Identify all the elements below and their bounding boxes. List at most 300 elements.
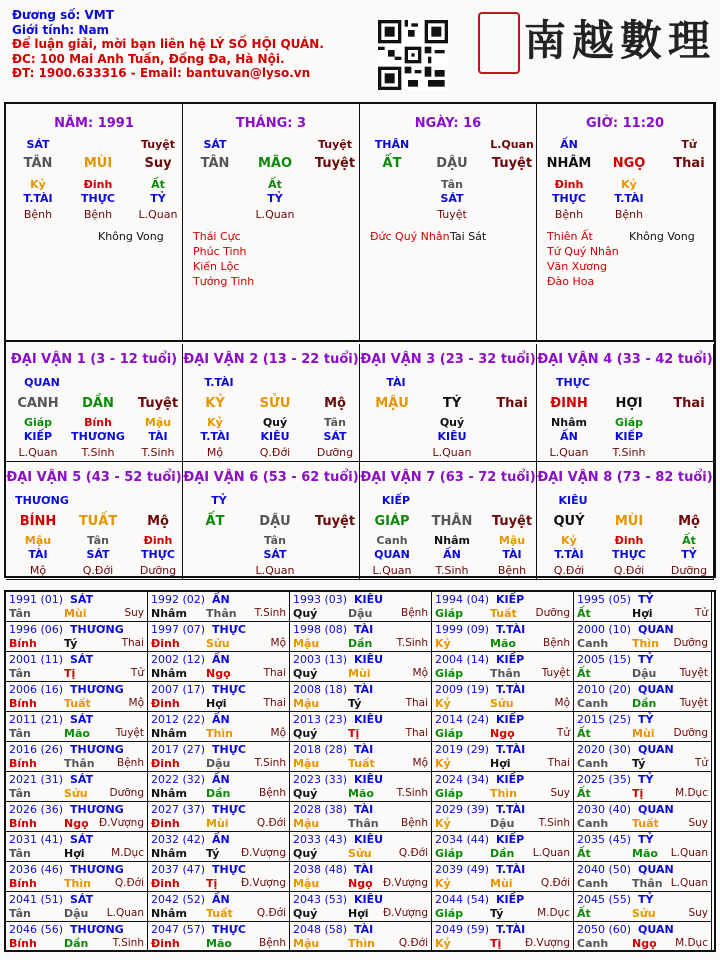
year-cell: [6, 802, 148, 832]
year-stem: Kỷ: [435, 937, 451, 950]
year-cell: [290, 742, 432, 772]
pillar-top: THÂN: [374, 138, 410, 151]
year-phase: L.Quan: [532, 847, 570, 859]
year-stem: Mậu: [293, 877, 320, 890]
year-god: QUAN: [638, 743, 674, 756]
year-label: 2008 (18): [293, 683, 348, 696]
year-phase: Dưỡng: [673, 637, 708, 649]
year-stem: Quý: [293, 607, 318, 620]
year-god: TÀI: [354, 863, 374, 876]
shen-sha-note: Kiến Lộc: [193, 260, 240, 273]
year-cell: [432, 772, 574, 802]
year-cell: [148, 712, 290, 742]
year-stem: Kỷ: [435, 757, 451, 770]
dai-van-phase: Dưỡng: [139, 564, 177, 577]
year-stem: Canh: [577, 817, 609, 830]
year-cell: [290, 922, 432, 952]
year-god: TỶ: [638, 893, 654, 906]
year-branch: Thìn: [490, 787, 517, 800]
year-stem: Giáp: [435, 907, 464, 920]
dai-van-stem-god: TÀI: [502, 548, 522, 561]
pillar-phase: L.Quan: [138, 208, 178, 221]
year-phase: Đ.Vượng: [240, 847, 286, 859]
shen-sha-note: Thiên Ất: [547, 230, 593, 243]
year-god: ẤN: [212, 653, 230, 666]
year-phase: Đ.Vượng: [240, 877, 286, 889]
year-god: T.TÀI: [496, 683, 526, 696]
year-branch: Tý: [490, 907, 504, 920]
pillar-main: TÂN: [23, 156, 53, 171]
year-label: 2047 (57): [151, 923, 206, 936]
dai-van-title: ĐẠI VẬN 7 (63 - 72 tuổi): [360, 470, 536, 485]
dai-van-title: ĐẠI VẬN 5 (43 - 52 tuổi): [6, 470, 182, 485]
dai-van-main: TÝ: [442, 396, 462, 411]
year-branch: Tị: [64, 667, 76, 680]
year-phase: Bệnh: [401, 607, 428, 619]
year-cell: [574, 712, 712, 742]
year-god: THƯƠNG: [70, 863, 124, 876]
year-branch: Mão: [348, 787, 374, 800]
pillar-stems: Ất: [268, 178, 282, 191]
year-stem: Đinh: [151, 697, 180, 710]
year-phase: Thai: [405, 697, 428, 709]
dai-van-stem-god: SÁT: [263, 548, 287, 561]
pillar-main: NGỌ: [612, 156, 646, 171]
year-label: 2048 (58): [293, 923, 348, 936]
year-label: 2037 (47): [151, 863, 206, 876]
pillar-main: MÃO: [257, 156, 293, 171]
pillar-phase: Bệnh: [614, 208, 644, 221]
dai-van-stem-god: T.TÀI: [200, 430, 230, 443]
year-god: KIÊU: [354, 653, 384, 666]
dai-van-4: [537, 344, 714, 462]
year-cell: [432, 652, 574, 682]
year-stem: Đinh: [151, 877, 180, 890]
dai-van-main: TUẤT: [78, 514, 118, 529]
year-label: 2031 (41): [9, 833, 64, 846]
pillar-3: [360, 104, 537, 342]
dai-van-stem: Tân: [264, 534, 286, 547]
dai-van-stem-god: TÀI: [148, 430, 168, 443]
dai-van-god: KIẾP: [381, 494, 411, 507]
year-label: 2012 (22): [151, 713, 206, 726]
pillar-phase: Bệnh: [23, 208, 53, 221]
year-cell: [6, 772, 148, 802]
year-label: 1998 (08): [293, 623, 348, 636]
year-cell: [6, 712, 148, 742]
dai-van-god: TÀI: [386, 376, 406, 389]
dai-van-god: KIÊU: [558, 494, 588, 507]
year-phase: T.Sinh: [396, 787, 428, 799]
pillar-phase: Bệnh: [554, 208, 584, 221]
qr-code-icon[interactable]: [378, 20, 448, 90]
year-phase: Tuyệt: [115, 727, 144, 739]
annual-luck-table: [4, 590, 716, 952]
year-stem: Đinh: [151, 637, 180, 650]
dai-van-main: KỶ: [205, 396, 225, 411]
dai-van-phase: Q.Đới: [553, 564, 585, 577]
dai-van-phase: Q.Đới: [82, 564, 114, 577]
year-branch: Sửu: [64, 787, 88, 800]
dai-van-main: Mộ: [147, 514, 169, 529]
dai-van-main: DẬU: [259, 514, 291, 529]
year-cell: [290, 892, 432, 922]
dai-van-title: ĐẠI VẬN 2 (13 - 22 tuổi): [183, 352, 359, 367]
dai-van-main: QUÝ: [553, 514, 585, 529]
year-branch: Sửu: [632, 907, 656, 920]
year-god: ẤN: [212, 713, 230, 726]
year-branch: Dần: [348, 637, 373, 650]
dai-van-stem: Ất: [682, 534, 696, 547]
year-cell: [432, 802, 574, 832]
year-phase: Tử: [694, 607, 708, 619]
year-branch: Dậu: [490, 817, 515, 830]
year-god: KIẾP: [496, 593, 525, 606]
shen-sha-note: Thái Cực: [193, 230, 241, 243]
year-phase: M.Dục: [537, 907, 570, 919]
year-cell: [574, 592, 712, 622]
year-phase: L.Quan: [670, 847, 708, 859]
year-cell: [6, 832, 148, 862]
dai-van-main: Mộ: [324, 396, 346, 411]
year-cell: [290, 652, 432, 682]
year-label: 2010 (20): [577, 683, 632, 696]
dai-van-title: ĐẠI VẬN 8 (73 - 82 tuổi): [537, 470, 713, 485]
year-god: TÀI: [354, 803, 374, 816]
year-branch: Thân: [206, 607, 237, 620]
year-label: 2017 (27): [151, 743, 206, 756]
year-stem: Tân: [9, 787, 31, 800]
year-phase: Q.Đới: [398, 847, 428, 859]
year-branch: Thân: [490, 667, 521, 680]
year-label: 2043 (53): [293, 893, 348, 906]
dai-van-main: Mộ: [678, 514, 700, 529]
dai-van-stem-god: THỰC: [612, 548, 646, 561]
year-label: 2042 (52): [151, 893, 206, 906]
year-label: 2024 (34): [435, 773, 490, 786]
year-branch: Sửu: [490, 697, 514, 710]
year-branch: Ngọ: [490, 727, 515, 740]
year-god: THƯƠNG: [70, 683, 124, 696]
year-branch: Ngọ: [348, 877, 373, 890]
year-stem: Tân: [9, 727, 31, 740]
year-phase: Đ.Vượng: [382, 877, 428, 889]
year-phase: Bệnh: [117, 757, 144, 769]
year-stem: Nhâm: [151, 727, 187, 740]
year-cell: [6, 922, 148, 952]
dai-van-main: DẦN: [82, 396, 114, 411]
year-phase: Mộ: [554, 697, 570, 709]
year-label: 2018 (28): [293, 743, 348, 756]
year-cell: [290, 772, 432, 802]
pillar-stems: Ất: [151, 178, 165, 191]
year-label: 2001 (11): [9, 653, 64, 666]
dai-van-phase: L.Quan: [255, 564, 295, 577]
year-cell: [148, 592, 290, 622]
year-stem: Mậu: [293, 697, 320, 710]
year-label: 2009 (19): [435, 683, 490, 696]
year-label: 2002 (12): [151, 653, 206, 666]
year-god: KIÊU: [354, 713, 384, 726]
year-branch: Dậu: [206, 757, 231, 770]
shen-sha-note: Đào Hoa: [547, 275, 595, 288]
year-phase: Bệnh: [259, 787, 286, 799]
year-stem: Quý: [293, 727, 318, 740]
pillar-stems: Đinh: [83, 178, 113, 191]
year-cell: [148, 682, 290, 712]
contact-line[interactable]: Để luận giải, mời bạn liên hệ LÝ SỐ HỘI QUÁN.: [12, 37, 324, 51]
dai-van-god: THƯƠNG: [15, 494, 69, 507]
year-god: SÁT: [70, 593, 94, 606]
year-cell: [290, 622, 432, 652]
year-phase: Mộ: [412, 667, 428, 679]
year-branch: Mão: [64, 727, 90, 740]
year-branch: Tý: [206, 847, 220, 860]
pillar-main: MÙI: [83, 156, 113, 171]
year-phase: M.Dục: [111, 847, 144, 859]
year-label: 2025 (35): [577, 773, 632, 786]
year-label: 2034 (44): [435, 833, 490, 846]
year-phase: T.Sinh: [112, 937, 144, 949]
year-god: TÀI: [354, 743, 374, 756]
year-label: 2014 (24): [435, 713, 490, 726]
year-god: KIÊU: [354, 833, 384, 846]
year-cell: [574, 862, 712, 892]
dai-van-stem: Đinh: [614, 534, 644, 547]
year-god: QUAN: [638, 683, 674, 696]
year-branch: Tuất: [490, 607, 517, 620]
pillar-2: [183, 104, 360, 342]
dai-van-main: CANH: [17, 396, 59, 411]
year-label: 2021 (31): [9, 773, 64, 786]
shen-sha-note: Văn Xương: [547, 260, 607, 273]
year-branch: Hợi: [348, 907, 369, 920]
year-stem: Ất: [577, 847, 591, 860]
shen-sha-note: Không Vong: [98, 230, 164, 243]
dai-van-stem: Quý: [262, 416, 288, 429]
pillar-main: DẬU: [436, 156, 468, 171]
dai-van-god: THỰC: [556, 376, 590, 389]
year-stem: Giáp: [435, 667, 464, 680]
year-label: 1992 (02): [151, 593, 206, 606]
pillar-title: GIỜ: 11:20: [586, 116, 664, 131]
year-cell: [432, 712, 574, 742]
year-stem: Mậu: [293, 637, 320, 650]
year-stem: Ất: [577, 607, 591, 620]
dai-van-main: THÂN: [431, 514, 473, 529]
brand-logo: 南越數理: [524, 16, 717, 65]
year-label: 2003 (13): [293, 653, 348, 666]
year-label: 2020 (30): [577, 743, 632, 756]
year-label: 1999 (09): [435, 623, 490, 636]
dai-van-god: TỶ: [211, 494, 227, 507]
year-cell: [148, 862, 290, 892]
year-stem: Đinh: [151, 757, 180, 770]
pillar-gods: T.TÀI: [614, 192, 644, 205]
year-god: ẤN: [212, 833, 230, 846]
year-branch: Sửu: [348, 847, 372, 860]
shen-sha-note: Tướng Tinh: [193, 275, 255, 288]
dai-van-stem: Quý: [439, 416, 465, 429]
year-phase: T.Sinh: [254, 607, 286, 619]
year-phase: L.Quan: [670, 877, 708, 889]
dai-van-stem-god: QUAN: [374, 548, 410, 561]
dai-van-stem: Giáp: [614, 416, 644, 429]
year-phase: L.Quan: [106, 907, 144, 919]
dai-van-phase: T.Sinh: [612, 446, 646, 459]
dai-van-stem-god: SÁT: [323, 430, 347, 443]
year-label: 1995 (05): [577, 593, 632, 606]
pillar-gods: THỰC: [552, 192, 586, 205]
year-branch: Tý: [348, 697, 362, 710]
dai-van-stem: Mậu: [144, 416, 172, 429]
dai-van-stem: Đinh: [143, 534, 173, 547]
pillar-title: NĂM: 1991: [54, 116, 134, 131]
gioi-tinh: Giới tính: Nam: [12, 22, 110, 37]
year-god: KIẾP: [496, 713, 525, 726]
year-stem: Tân: [9, 607, 31, 620]
phone-email[interactable]: ĐT: 1900.633316 - Email: bantuvan@lyso.vn: [12, 66, 311, 80]
year-stem: Ất: [577, 907, 591, 920]
year-cell: [574, 892, 712, 922]
pillar-gods: TỶ: [267, 192, 283, 205]
year-branch: Ngọ: [64, 817, 89, 830]
year-god: THỰC: [212, 863, 246, 876]
dai-van-stem: Mậu: [498, 534, 526, 547]
year-branch: Mão: [632, 847, 658, 860]
year-god: THỰC: [212, 923, 246, 936]
pillar-top: SÁT: [203, 138, 227, 151]
dai-van-1: [6, 344, 183, 462]
dai-van-stem-god: T.TÀI: [554, 548, 584, 561]
year-god: TÀI: [354, 623, 374, 636]
year-cell: [432, 832, 574, 862]
dai-van-phase: Dưỡng: [316, 446, 354, 459]
dai-van-main: Thai: [496, 396, 528, 411]
year-cell: [6, 862, 148, 892]
year-label: 2011 (21): [9, 713, 64, 726]
year-god: THỰC: [212, 743, 246, 756]
year-stem: Bính: [9, 697, 37, 710]
dai-van-stem-god: ẤN: [560, 430, 578, 443]
pillar-title: NGÀY: 16: [414, 116, 482, 131]
dai-van-phase: T.Sinh: [435, 564, 469, 577]
dai-van-stem: Tân: [324, 416, 346, 429]
year-god: T.TÀI: [496, 923, 526, 936]
year-stem: Tân: [9, 667, 31, 680]
year-god: KIẾP: [496, 773, 525, 786]
dai-van-6: [183, 462, 360, 580]
chart-grid: [4, 102, 716, 578]
dai-van-stem: Bính: [84, 416, 112, 429]
year-god: TỶ: [638, 833, 654, 846]
year-phase: Tuyệt: [679, 697, 708, 709]
year-label: 2023 (33): [293, 773, 348, 786]
year-branch: Dậu: [64, 907, 89, 920]
year-stem: Canh: [577, 937, 609, 950]
year-label: 1991 (01): [9, 593, 64, 606]
dai-van-stem-god: KIÊU: [260, 430, 290, 443]
year-cell: [148, 892, 290, 922]
year-phase: Mộ: [270, 637, 286, 649]
year-phase: T.Sinh: [538, 817, 570, 829]
year-phase: M.Dục: [675, 787, 708, 799]
year-god: QUAN: [638, 863, 674, 876]
year-branch: Thân: [632, 877, 663, 890]
year-god: SÁT: [70, 833, 94, 846]
year-stem: Kỷ: [435, 877, 451, 890]
year-god: KIÊU: [354, 893, 384, 906]
year-stem: Kỷ: [435, 817, 451, 830]
pillar-main: Tuyệt: [491, 156, 533, 171]
year-branch: Hợi: [64, 847, 85, 860]
pillar-top: Tuyệt: [317, 138, 352, 151]
year-stem: Nhâm: [151, 607, 187, 620]
year-cell: [432, 862, 574, 892]
year-stem: Mậu: [293, 937, 320, 950]
year-label: 2035 (45): [577, 833, 632, 846]
pillar-title: THÁNG: 3: [235, 116, 307, 131]
year-god: TỶ: [638, 653, 654, 666]
year-god: KIÊU: [354, 773, 384, 786]
year-stem: Quý: [293, 787, 318, 800]
year-phase: Đ.Vượng: [524, 937, 570, 949]
pillar-stems: Tân: [441, 178, 463, 191]
year-branch: Tý: [64, 637, 78, 650]
dai-van-phase: T.Sinh: [141, 446, 175, 459]
year-stem: Tân: [9, 907, 31, 920]
year-phase: Suy: [688, 907, 708, 919]
header-info: [12, 8, 372, 81]
year-phase: T.Sinh: [396, 637, 428, 649]
year-label: 2039 (49): [435, 863, 490, 876]
year-phase: Q.Đới: [540, 877, 570, 889]
year-stem: Canh: [577, 697, 609, 710]
year-phase: Suy: [688, 817, 708, 829]
year-branch: Dần: [632, 697, 657, 710]
dai-van-phase: Dưỡng: [670, 564, 708, 577]
year-label: 2028 (38): [293, 803, 348, 816]
year-god: T.TÀI: [496, 803, 526, 816]
year-stem: Quý: [293, 667, 318, 680]
dai-van-main: ẤT: [205, 514, 225, 529]
year-label: 2022 (32): [151, 773, 206, 786]
dai-van-main: SỬU: [259, 396, 291, 411]
pillar-top: Tuyệt: [140, 138, 175, 151]
pillar-phase: Bệnh: [83, 208, 113, 221]
year-cell: [6, 592, 148, 622]
year-cell: [290, 712, 432, 742]
year-phase: Suy: [124, 607, 144, 619]
year-label: 2030 (40): [577, 803, 632, 816]
year-phase: T.Sinh: [254, 757, 286, 769]
year-stem: Nhâm: [151, 667, 187, 680]
year-label: 2000 (10): [577, 623, 632, 636]
year-label: 2036 (46): [9, 863, 64, 876]
year-cell: [148, 622, 290, 652]
year-god: SÁT: [70, 893, 94, 906]
pillar-1: [6, 104, 183, 342]
year-phase: Tử: [556, 727, 570, 739]
year-god: THỰC: [212, 683, 246, 696]
year-branch: Ngọ: [632, 937, 657, 950]
year-phase: Đ.Vượng: [382, 907, 428, 919]
year-branch: Ngọ: [206, 667, 231, 680]
dai-van-phase: T.Sinh: [81, 446, 115, 459]
dai-van-phase: Q.Đới: [259, 446, 291, 459]
dai-van-main: Tuyệt: [137, 396, 179, 411]
dai-van-main: Tuyệt: [491, 514, 533, 529]
